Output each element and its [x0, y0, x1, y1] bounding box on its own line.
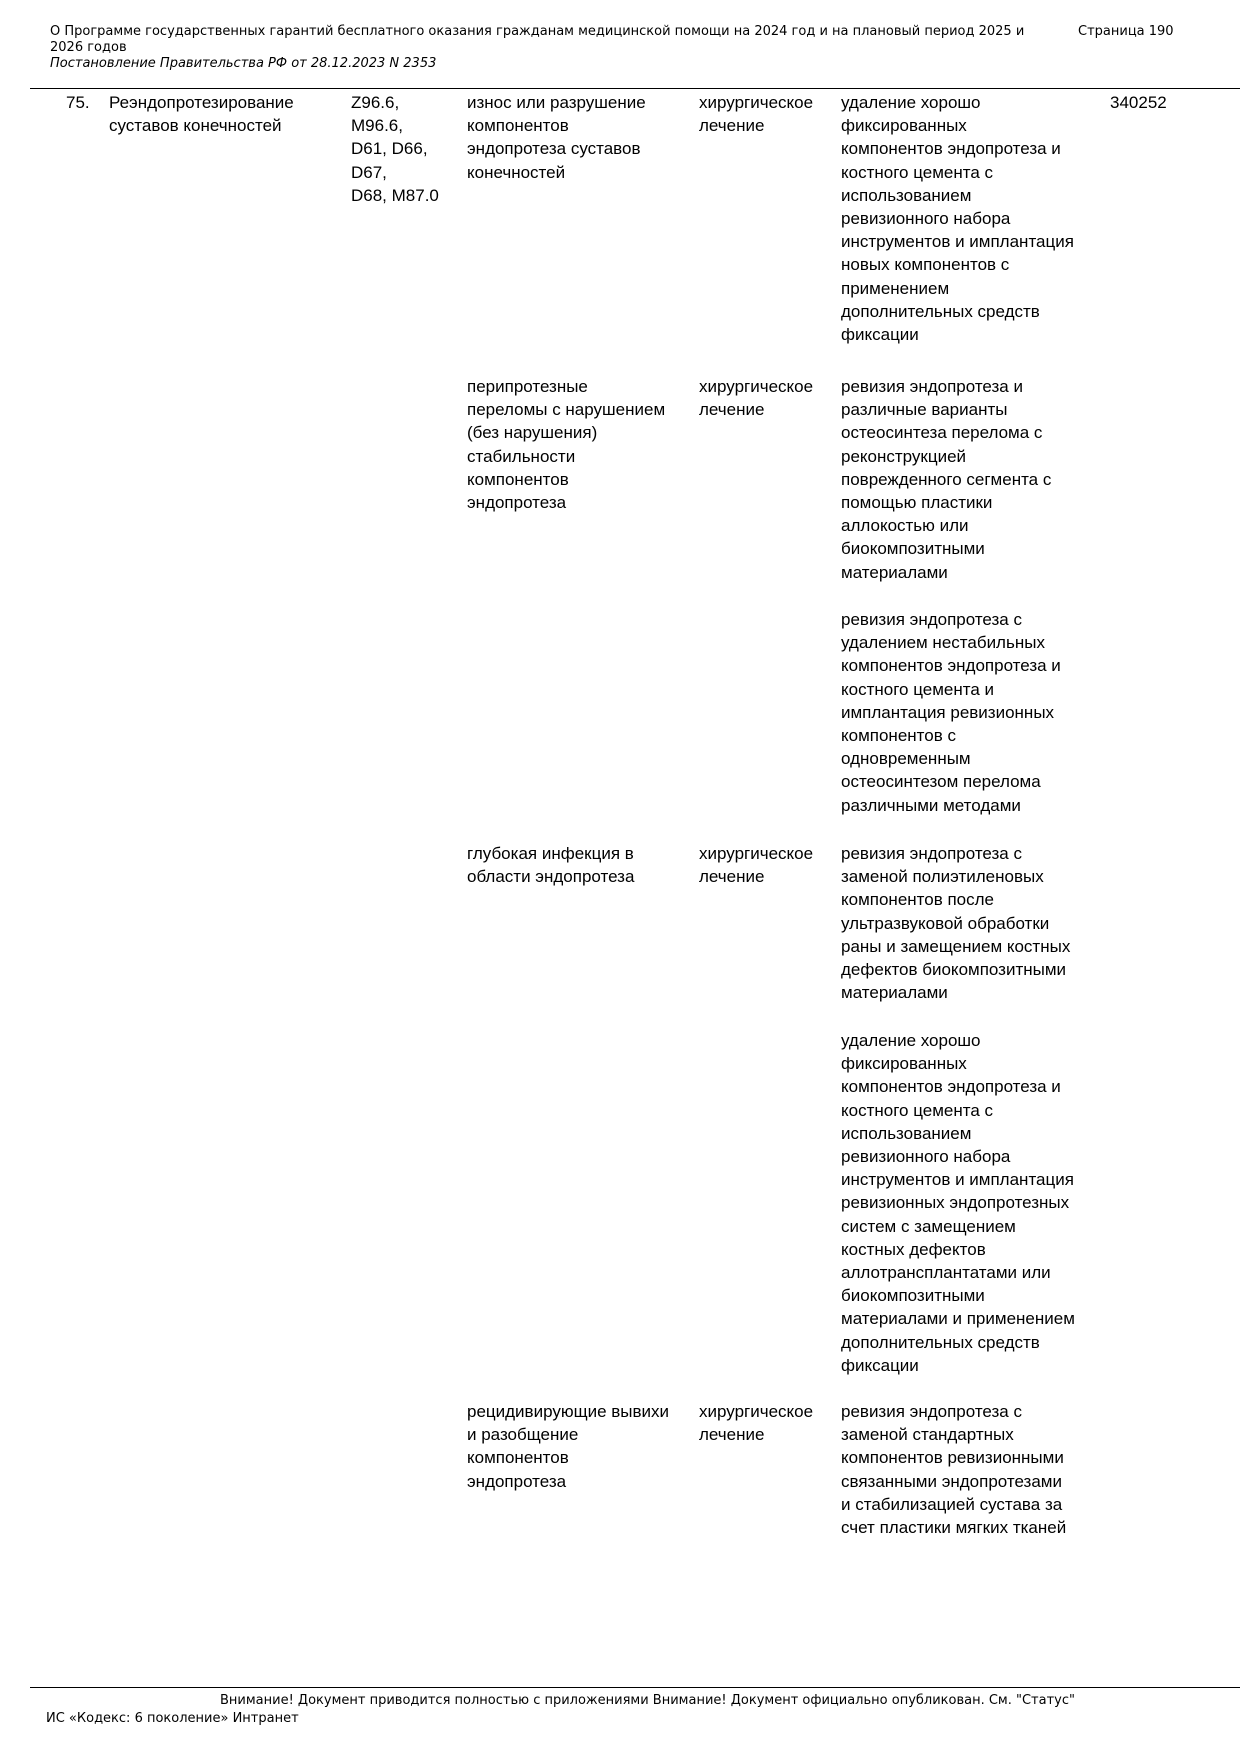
- condition-cell: глубокая инфекция в области эндопротеза: [467, 844, 635, 887]
- decree-reference: Постановление Правительства РФ от 28.12.2023 N 2353: [50, 56, 437, 71]
- treatment-type-cell: хирургическое лечение: [699, 93, 814, 136]
- method-cell: ревизия эндопротеза с заменой стандартных компонентов ревизионными связанными эндопротезами и стабилизацией сустава за счет пластики мягких тканей: [841, 1402, 1067, 1538]
- method-cell: ревизия эндопротеза и различные варианты остеосинтеза перелома с реконструкцией поврежденного сегмента с помощью пластики аллокостью или биокомпозитными материалами: [841, 377, 1052, 582]
- method-cell: удаление хорошо фиксированных компонентов эндопротеза и костного цемента с использованием ревизионного набора инструментов и имплантация ревизионных эндопротезных систем с замещением костных дефектов аллотрансплантатами или биокомпозитными материалами и применением дополнительных средств фиксации: [841, 1031, 1075, 1375]
- intervention-group-name: Реэндопротезирование суставов конечностей: [109, 93, 294, 136]
- header-divider: [30, 88, 1240, 89]
- icd-codes: Z96.6, M96.6, D61, D66, D67, D68, M87.0: [351, 93, 439, 205]
- row-number: 75.: [66, 93, 90, 112]
- financial-norm: 340252: [1110, 93, 1167, 112]
- condition-cell: износ или разрушение компонентов эндопротеза суставов конечностей: [467, 93, 646, 182]
- method-cell: ревизия эндопротеза с удалением нестабильных компонентов эндопротеза и костного цемента и имплантация ревизионных компонентов с одновременным остеосинтезом перелома различными методами: [841, 610, 1061, 815]
- method-cell: удаление хорошо фиксированных компонентов эндопротеза и костного цемента с использованием ревизионного набора инструментов и имплантация новых компонентов с применением дополнительных средств фиксации: [841, 93, 1074, 345]
- method-cell: ревизия эндопротеза с заменой полиэтиленовых компонентов после ультразвуковой обработки раны и замещением костных дефектов биокомпозитными материалами: [841, 844, 1071, 1003]
- footer-divider: [30, 1687, 1240, 1688]
- condition-cell: рецидивирующие вывихи и разобщение компонентов эндопротеза: [467, 1402, 670, 1491]
- footer-system-name: ИС «Кодекс: 6 поколение» Интранет: [46, 1711, 299, 1726]
- document-header: [50, 24, 1050, 72]
- treatment-type-cell: хирургическое лечение: [699, 1402, 814, 1445]
- treatment-type-cell: хирургическое лечение: [699, 844, 814, 887]
- condition-cell: перипротезные переломы с нарушением (без нарушения) стабильности компонентов эндопротеза: [467, 377, 666, 513]
- page-number: Страница 190: [1078, 24, 1174, 39]
- treatment-type-cell: хирургическое лечение: [699, 377, 814, 420]
- footer-warning: Внимание! Документ приводится полностью с приложениями Внимание! Документ официально опубликован. См. "Статус": [220, 1693, 1075, 1708]
- document-title: О Программе государственных гарантий бесплатного оказания гражданам медицинской помощи на 2024 год и на плановый период 2025 и 2026 годов: [50, 24, 1025, 55]
